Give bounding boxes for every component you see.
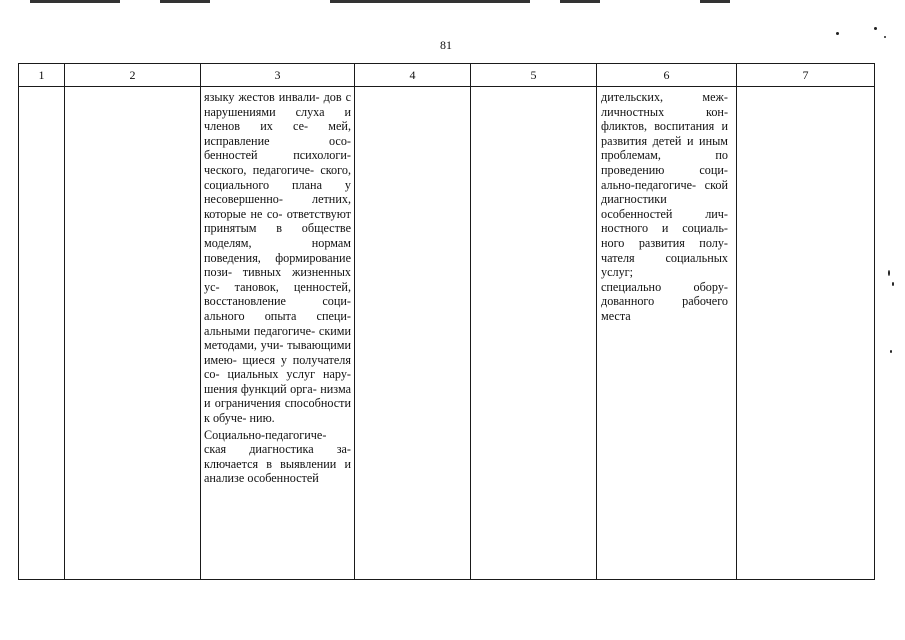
column-header-6: 6 (597, 64, 737, 87)
table-row (19, 87, 875, 580)
description-paragraph: Социально-педагогиче- ская диагностика за- ключается в выявлении и анализе особенностей (204, 427, 351, 486)
cell-col-7 (737, 87, 875, 580)
scan-speck (888, 270, 890, 276)
column-header-2: 2 (65, 64, 201, 87)
scan-speck (874, 27, 877, 30)
cell-col-1 (19, 87, 65, 580)
header-row (19, 64, 875, 87)
page-number: 81 (440, 38, 452, 52)
scan-speck (884, 36, 886, 38)
service-description (201, 87, 354, 486)
scan-artifact (30, 0, 120, 3)
cell-col-5 (471, 87, 597, 580)
scan-speck (890, 350, 892, 353)
column-header-4: 4 (355, 64, 471, 87)
scan-artifact (700, 0, 730, 3)
column-header-7: 7 (737, 64, 875, 87)
cell-col-4 (355, 87, 471, 580)
scan-speck (892, 282, 894, 286)
services-table (18, 63, 875, 580)
scan-speck (836, 32, 839, 35)
column-header-3: 3 (201, 64, 355, 87)
cell-col-2 (65, 87, 201, 580)
column-header-1: 1 (19, 64, 65, 87)
cell-col-3 (201, 87, 355, 580)
scan-edge-artifacts (0, 0, 905, 4)
description-paragraph: языку жестов инвали- дов с нарушениями слуха и членов их се- мей, исправление осо- бенностей психологи- ческого, педагогиче- ского, социального плана у несовершенно- летних, которые не со- ответствуют принятым в обществе моделям, нормам поведения, формирование пози- тивных жизненных ус- тановок, ценностей, восстановление соци- ального опыта специ- альными педагогиче- скими методами, учи- тывающими имею- щиеся у получателя со- циальных услуг нару- шения функций орга- низма и ограничения способности к обуче- нию. (204, 90, 351, 426)
scan-artifact (330, 0, 530, 3)
column-header-5: 5 (471, 64, 597, 87)
conditions-paragraph: специально обору- дованного рабочего места (601, 279, 728, 323)
service-conditions (597, 87, 736, 324)
conditions-paragraph: дительских, меж- личностных кон- фликтов, воспитания и развития детей и иным проблемам, по проведению соци- ально-педагогиче- ской диагностики особенностей лич- ностного и социаль- ного развития полу- чателя социальных услуг; (601, 90, 728, 280)
scan-artifact (160, 0, 210, 3)
scan-artifact (560, 0, 600, 3)
cell-col-6 (597, 87, 737, 580)
